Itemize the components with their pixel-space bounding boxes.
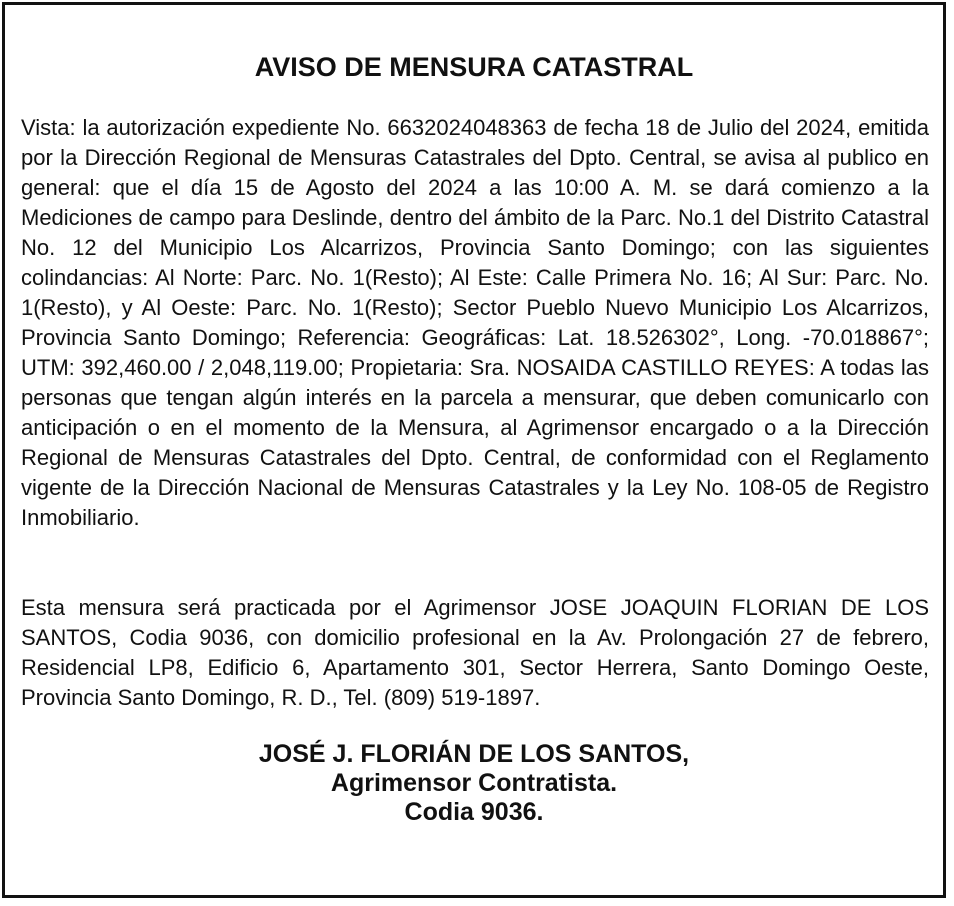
- signature-block: [5, 740, 943, 827]
- notice-paragraph-surveyor: Esta mensura será practicada por el Agrimensor JOSE JOAQUIN FLORIAN DE LOS SANTOS, Codia 9036, con domicilio profesional en la Av. Prolongación 27 de febrero, Residencial LP8, Edificio 6, Apartamento 301, Sector Herrera, Santo Domingo Oeste, Provincia Santo Domingo, R. D., Tel. (809) 519-1897.: [21, 595, 929, 710]
- signature-codia: Codia 9036.: [404, 798, 544, 826]
- notice-box: [2, 2, 946, 898]
- signature-name: JOSÉ J. FLORIÁN DE LOS SANTOS,: [258, 740, 690, 768]
- notice-paragraph-authorization: Vista: la autorización expediente No. 6632024048363 de fecha 18 de Julio del 2024, emitida por la Dirección Regional de Mensuras Catastrales del Dpto. Central, se avisa al publico en general: que el día 15 de Agosto del 2024 a las 10:00 A. M. se dará comienzo a la Mediciones de campo para Deslinde, dentro del ámbito de la Parc. No.1 del Distrito Catastral No. 12 del Municipio Los Alcarrizos, Provincia Santo Domingo; con las siguientes colindancias: Al Norte: Parc. No. 1(Resto); Al Este: Calle Primera No. 16; Al Sur: Parc. No. 1(Resto), y Al Oeste: Parc. No. 1(Resto); Sector Pueblo Nuevo Municipio Los Alcarrizos, Provincia Santo Domingo; Referencia: Geográficas: Lat. 18.526302°, Long. -70.018867°; UTM: 392,460.00 / 2,048,119.00; Propietaria: Sra. NOSAIDA CASTILLO REYES: A todas las personas que tengan algún interés en la parcela a mensurar, que deben comunicarlo con anticipación o en el momento de la Mensura, al Agrimensor encargado o a la Dirección Regional de Mensuras Catastrales del Dpto. Central, de conformidad con el Reglamento vigente de la Dirección Nacional de Mensuras Catastrales y la Ley No. 108-05 de Registro Inmobiliario.: [21, 115, 929, 530]
- signature-role: Agrimensor Contratista.: [330, 769, 618, 797]
- notice-title: AVISO DE MENSURA CATASTRAL: [254, 52, 694, 82]
